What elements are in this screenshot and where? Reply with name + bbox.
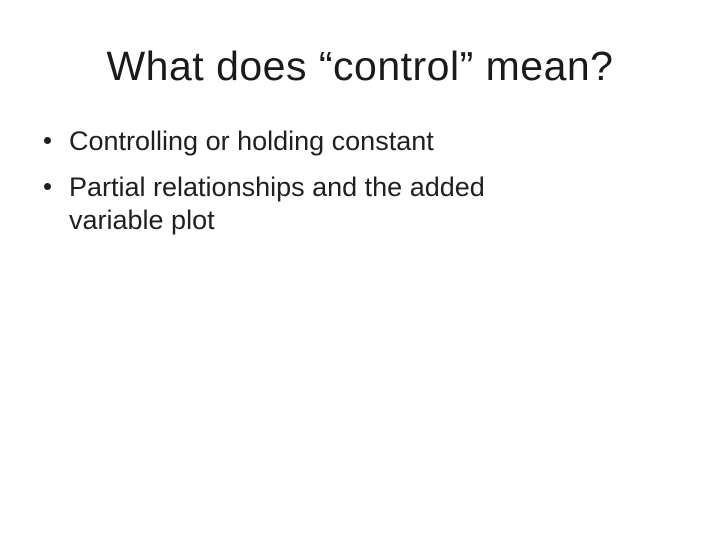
slide-title: What does “control” mean? [106, 43, 614, 89]
bullet-list [44, 125, 568, 237]
bullet-text: Controlling or holding constant [69, 126, 434, 157]
bullet-dot-icon [44, 183, 51, 190]
bullet-text: Partial relationships and the added variable plot [69, 172, 485, 235]
bullet-item [44, 125, 568, 158]
bullet-dot-icon [44, 137, 51, 144]
bullet-item [44, 171, 568, 237]
